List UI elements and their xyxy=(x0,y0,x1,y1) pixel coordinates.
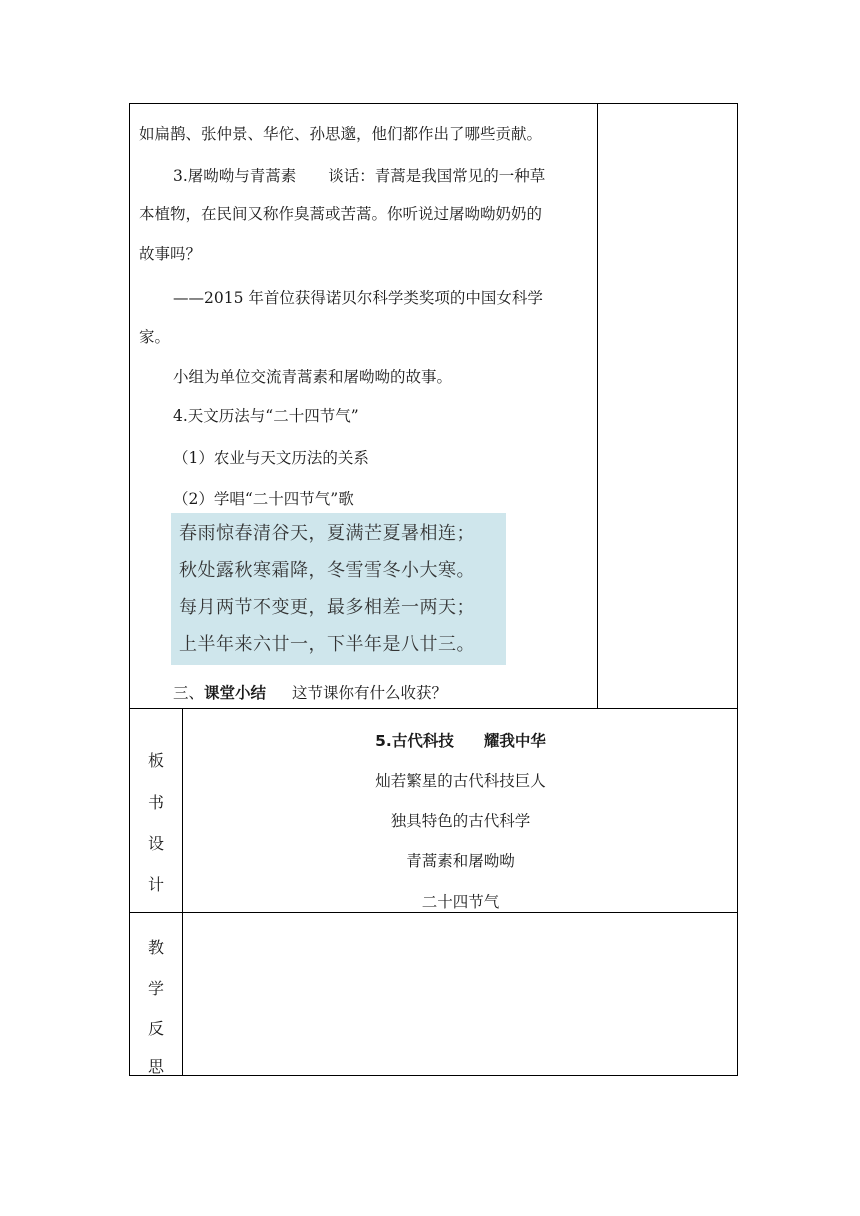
class-summary xyxy=(173,683,447,703)
board-line: 二十四节气 xyxy=(421,893,500,911)
group-discussion: 小组为单位交流青蒿素和屠呦呦的故事。 xyxy=(173,368,453,386)
reflection-label-char: 思 xyxy=(147,1057,164,1076)
board-title-number: 5.古代科技 xyxy=(375,732,454,750)
song-line: 上半年来六廿一，下半年是八廿三。 xyxy=(179,634,475,655)
board-label-char: 设 xyxy=(147,834,164,853)
summary-question: 这节课你有什么收获？ xyxy=(292,684,448,702)
section-4-title: 4.天文历法与“二十四节气” xyxy=(173,407,359,425)
row-divider-reflection xyxy=(130,912,737,913)
board-line: 灿若繁星的古代科技巨人 xyxy=(375,772,546,790)
solar-terms-song-image xyxy=(171,513,506,665)
board-title-emphasis: 耀我中华 xyxy=(483,732,546,750)
paragraph-contributions: 如扁鹊、张仲景、华佗、孙思邈，他们都作出了哪些贡献。 xyxy=(139,125,543,143)
summary-prefix: 三、 xyxy=(173,684,205,702)
song-line: 秋处露秋寒霜降，冬雪雪冬小大寒。 xyxy=(179,560,475,581)
summary-heading: 课堂小结 xyxy=(204,684,267,702)
reflection-label-char: 反 xyxy=(147,1019,164,1038)
section-4-item-1: （1）农业与天文历法的关系 xyxy=(173,449,369,467)
row-divider-board xyxy=(130,708,737,709)
award-line-2: 家。 xyxy=(139,328,171,346)
reflection-label-char: 学 xyxy=(147,979,164,998)
board-label-char: 板 xyxy=(147,751,164,770)
lesson-table xyxy=(129,103,738,1076)
section-4-item-2: （2）学唱“二十四节气”歌 xyxy=(173,490,354,508)
section-3-line-3: 故事吗？ xyxy=(139,245,202,263)
board-title xyxy=(182,729,739,751)
board-label-char: 计 xyxy=(147,875,164,894)
top-section-divider xyxy=(597,104,598,708)
board-line: 青蒿素和屠呦呦 xyxy=(406,852,515,870)
song-line: 春雨惊春清谷天，夏满芒夏暑相连； xyxy=(179,523,475,544)
section-3-heading xyxy=(173,166,545,186)
award-line-1: ——2015 年首位获得诺贝尔科学类奖项的中国女科学 xyxy=(173,289,543,307)
section-3-title: 3.屠呦呦与青蒿素 xyxy=(173,167,297,185)
board-line: 独具特色的古代科学 xyxy=(390,812,531,830)
song-line: 每月两节不变更，最多相差一两天； xyxy=(179,597,475,618)
section-3-talk: 谈话：青蒿是我国常见的一种草 xyxy=(328,167,546,185)
reflection-label-char: 教 xyxy=(147,938,164,957)
section-3-line-2: 本植物，在民间又称作臭蒿或苦蒿。你听说过屠呦呦奶奶的 xyxy=(139,205,543,223)
board-label-char: 书 xyxy=(147,793,164,812)
